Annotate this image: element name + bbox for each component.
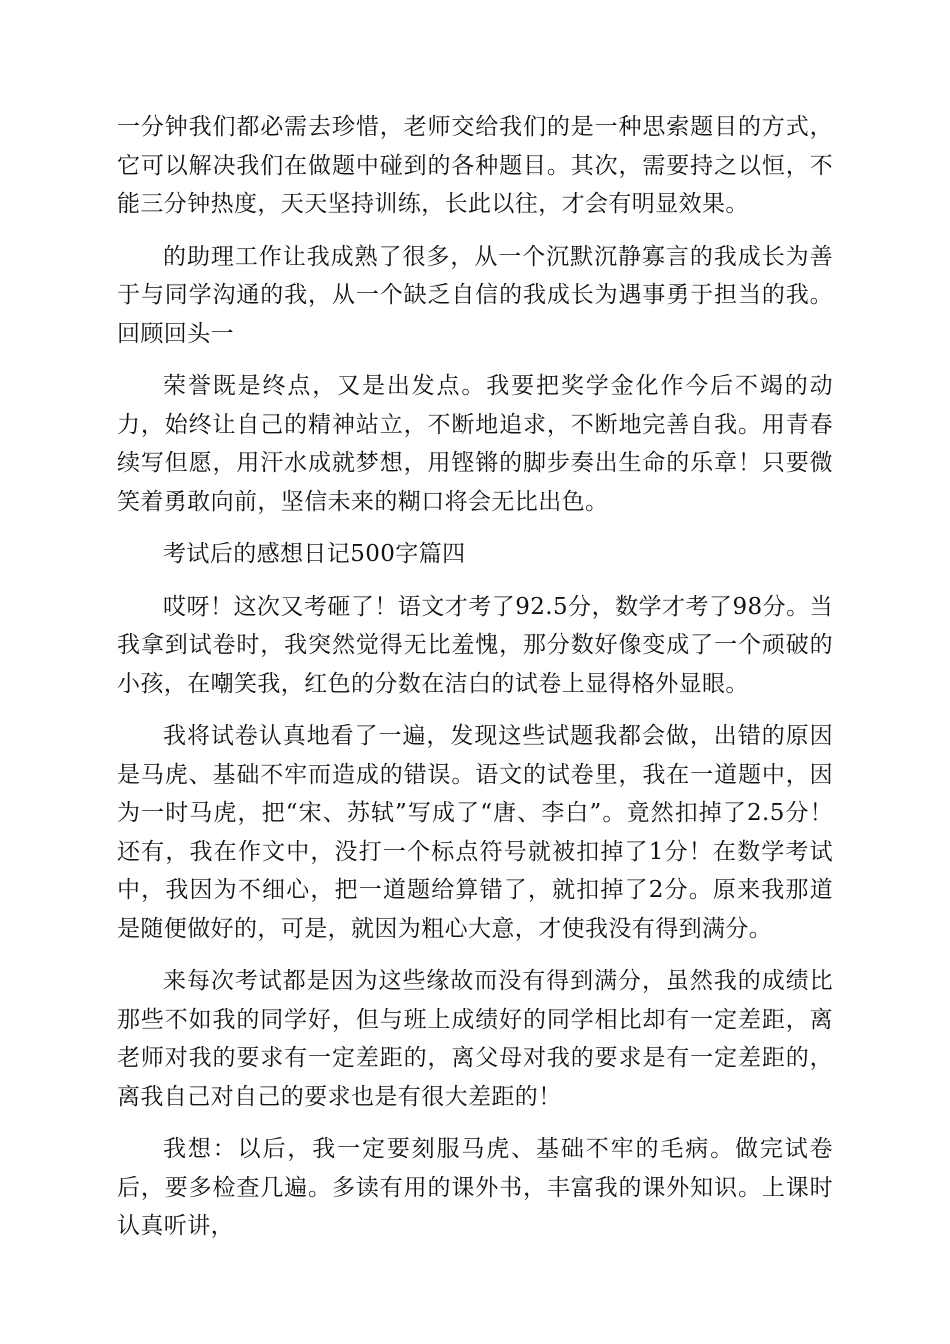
document-page: [117, 108, 833, 1260]
paragraph-4: 哎呀！这次又考砸了！语文才考了92.5分，数学才考了98分。当我拿到试卷时，我突然觉得无比羞愧，那分数好像变成了一个顽破的小孩，在嘲笑我，红色的分数在洁白的试卷上显得格外显眼。: [117, 593, 833, 697]
section-heading: 考试后的感想日记500字篇四: [163, 541, 466, 567]
paragraph-1: 一分钟我们都必需去珍惜，老师交给我们的是一种思索题目的方式，它可以解决我们在做题中碰到的各种题目。其次，需要持之以恒，不能三分钟热度，天天坚持训练，长此以往，才会有明显效果。: [117, 114, 833, 217]
paragraph-6: 来每次考试都是因为这些缘故而没有得到满分，虽然我的成绩比那些不如我的同学好，但与班上成绩好的同学相比却有一定差距，离老师对我的要求有一定差距的，离父母对我的要求是有一定差距的，离我自己对自己的要求也是有很大差距的！: [117, 968, 833, 1110]
paragraph-7: 我想：以后，我一定要刻服马虎、基础不牢的毛病。做完试卷后，要多检查几遍。多读有用的课外书，丰富我的课外知识。上课时认真听讲，: [117, 1136, 833, 1239]
paragraph-2: 的助理工作让我成熟了很多，从一个沉默沉静寡言的我成长为善于与同学沟通的我，从一个缺乏自信的我成长为遇事勇于担当的我。回顾回头一: [117, 243, 833, 347]
paragraph-3: 荣誉既是终点，又是出发点。我要把奖学金化作今后不竭的动力，始终让自己的精神站立，不断地追求，不断地完善自我。用青春续写但愿，用汗水成就梦想，用铿锵的脚步奏出生命的乐章！只要微笑着勇敢向前，坚信未来的糊口将会无比出色。: [117, 373, 833, 515]
paragraph-5: 我将试卷认真地看了一遍，发现这些试题我都会做，出错的原因是马虎、基础不牢而造成的错误。语文的试卷里，我在一道题中，因为一时马虎，把“宋、苏轼”写成了“唐、李白”。竟然扣掉了2.5分！还有，我在作文中，没打一个标点符号就被扣掉了1分！在数学考试中，我因为不细心，把一道题给算错了，就扣掉了2分。原来我那道是随便做好的，可是，就因为粗心大意，才使我没有得到满分。: [117, 723, 833, 942]
